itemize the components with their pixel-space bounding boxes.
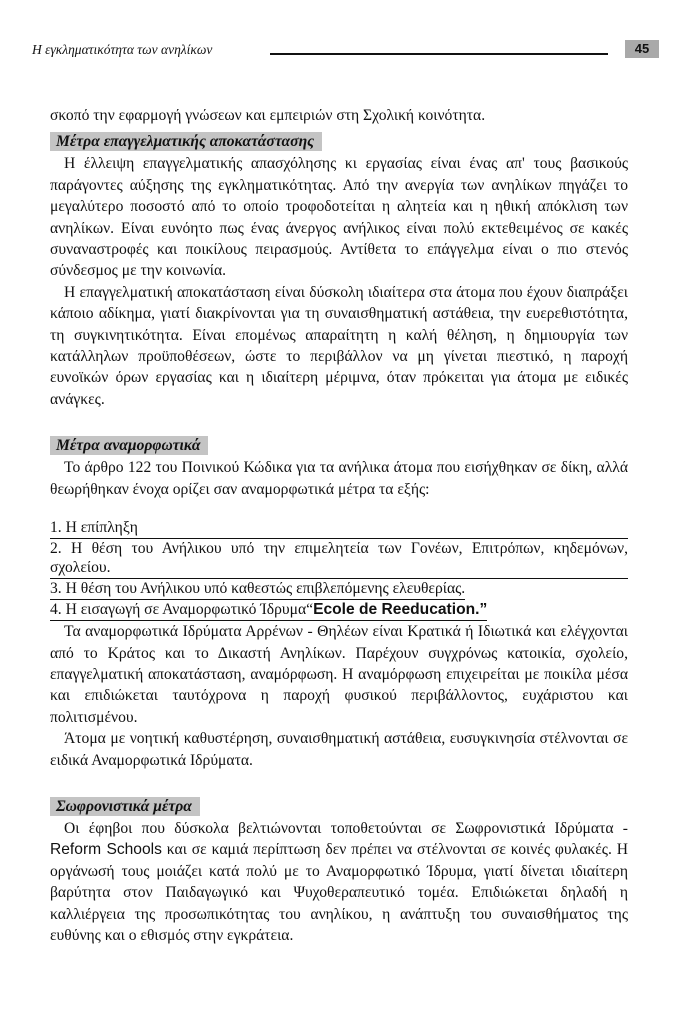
running-title: Η εγκληματικότητα των ανηλίκων bbox=[32, 42, 213, 57]
list-item-text: 4. Η εισαγωγή σε Αναμορφωτικό Ίδρυμα“ bbox=[50, 601, 314, 619]
emphasis-term: Ecole de Reeducation.” bbox=[313, 601, 488, 619]
paragraph bbox=[50, 818, 628, 946]
intro-line: σκοπό την εφαρμογή γνώσεων και εμπειριών στη Σχολική κοινότητα. bbox=[50, 107, 486, 124]
page-number: 45 bbox=[625, 40, 659, 58]
paragraph: Τα αναμορφωτικά Ιδρύματα Αρρένων - Θηλέων είναι Κρατικά ή Ιδιωτικά και ελέγχονται από το Κράτος και το Δικαστή Ανηλίκων. Παρέχουν συγχρόνως κατοικία, σχολείο, επαγγελματική αποκατάσταση, αναμόρφωση. Η αναμόρφωση επιχειρείται με ποικίλα μέσα και επιδιώκεται ταυτόχρονα η παροχή φυσικού περιβάλλοντος, ευχάριστου και πολιτισμένου. bbox=[50, 623, 628, 726]
measures-list bbox=[50, 518, 628, 621]
list-item bbox=[50, 600, 487, 621]
list-item: 3. Η θέση του Ανήλικου υπό καθεστώς επιβλεπόμενης ελευθερίας. bbox=[50, 579, 465, 600]
paragraph: Η έλλειψη επαγγελματικής απασχόλησης κι εργασίας είναι ένας απ' τους βασικούς παράγοντες αύξησης της εγκληματικότητας. Από την ανεργία των ανηλίκων πηγάζει το μεγαλύτερο ποσοστό από το οποίο τροφοδοτείται η αλητεία και η ηθική απόκλιση των ανηλίκων. Είναι ευνόητο πως ένας άνεργος ανήλικος είναι πολύ εκτεθειμένος σε κακές συναναστροφές και ποικίλους πειρασμούς. Αντίθετα το επάγγελμα είναι ο πιο στενός σύνδεσμος με την κοινωνία. bbox=[50, 155, 628, 280]
running-header bbox=[32, 40, 650, 64]
list-item: 2. Η θέση του Ανήλικου υπό την επιμελητεία των Γονέων, Επιτρόπων, κηδεμόνων, σχολείου. bbox=[50, 539, 628, 579]
section-heading-vocational: Μέτρα επαγγελματικής αποκατάστασης bbox=[50, 132, 322, 151]
paragraph: Η επαγγελματική αποκατάσταση είναι δύσκολη ιδιαίτερα στα άτομα που έχουν διαπράξει κάποιο αδίκημα, γιατί διακρίνονται για τη συναισθηματική αστάθεια, την ευερεθιστότητα, τη συγκινητικότητα. Είναι επομένως απαραίτητη η καλή θέληση, η δημιουργία των κατάλληλων προϋποθέσεων, ώστε το περιβάλλον να μη γίνεται πιεστικό, η παροχή ευνοϊκών όρων εργασίας και η ιδιαίτερη μέριμνα, όταν πρόκειται για άτομα με ειδικές ανάγκες. bbox=[50, 283, 628, 408]
paragraph-text: και σε καμιά περίπτωση δεν πρέπει να στέλνονται σε κοινές φυλακές. Η οργάνωσή τους μοιάζει κατά πολύ με το Αναμορφωτικό Ίδρυμα, γιατί δίνεται ιδιαίτερη βαρύτητα στον Παιδαγωγικό και Ψυχοθεραπευτικό τομέα. Επιδιώκεται δηλαδή η καλλιέργεια της προσωπικότητας του ανηλίκου, η ανάπτυξη του συναισθήματος της ευθύνης και ο εθισμός στην εγκράτεια. bbox=[50, 841, 628, 944]
paragraph-text: Οι έφηβοι που δύσκολα βελτιώνονται τοποθετούνται σε Σωφρονιστικά Ιδρύματα - bbox=[64, 819, 628, 837]
section-heading-correctional: Σωφρονιστικά μέτρα bbox=[50, 797, 200, 816]
section-heading-reformatory: Μέτρα αναμορφωτικά bbox=[50, 436, 208, 455]
paragraph: Το άρθρο 122 του Ποινικού Κώδικα για τα ανήλικα άτομα που εισήχθηκαν σε δίκη, αλλά θεωρήθηκαν ένοχα ορίζει σαν αναμορφωτικά μέτρα τα εξής: bbox=[50, 459, 628, 498]
page-body bbox=[50, 105, 628, 946]
paragraph: Άτομα με νοητική καθυστέρηση, συναισθηματική αστάθεια, ευσυγκινησία στέλνονται σε ειδικά Αναμορφωτικά Ιδρύματα. bbox=[50, 730, 628, 769]
reform-schools-term: Reform Schools bbox=[50, 841, 162, 859]
list-item: 1. Η επίπληξη bbox=[50, 518, 628, 539]
header-rule bbox=[270, 53, 608, 55]
